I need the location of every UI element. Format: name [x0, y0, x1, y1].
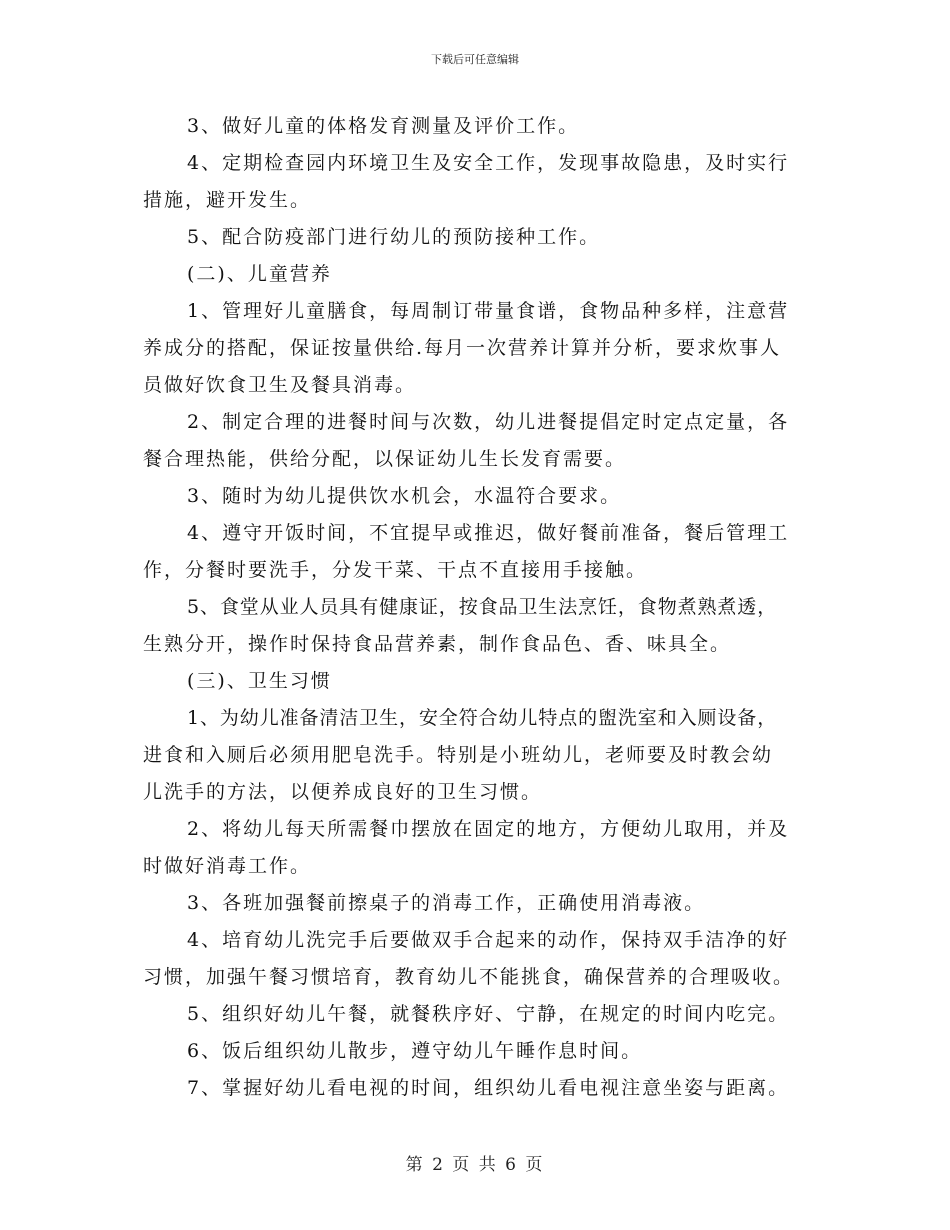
paragraph-line: 1、管理好儿童膳食，每周制订带量食谱，食物品种多样，注意营 — [187, 300, 790, 322]
paragraph-line: 5、食堂从业人员具有健康证，按食品卫生法烹饪，食物煮熟煮透， — [187, 596, 778, 618]
paragraph-line: 习惯，加强午餐习惯培育，教育幼儿不能挑食，确保营养的合理吸收。 — [143, 966, 795, 988]
paragraph-line: 4、培育幼儿洗完手后要做双手合起来的动作，保持双手洁净的好 — [187, 929, 790, 951]
paragraph-line: 员做好饮食卫生及餐具消毒。 — [143, 374, 417, 396]
paragraph-line: 餐合理热能，供给分配，以保证幼儿生长发育需要。 — [143, 448, 627, 470]
document-body — [143, 108, 813, 1107]
section-heading: (三)、卫生习惯 — [187, 670, 332, 692]
paragraph-line: 作，分餐时要洗手，分发干菜、干点不直接用手接触。 — [143, 559, 648, 581]
paragraph-line: 儿洗手的方法，以便养成良好的卫生习惯。 — [143, 781, 543, 803]
paragraph-line: 3、各班加强餐前擦桌子的消毒工作，正确使用消毒液。 — [187, 892, 706, 914]
paragraph-line: 2、制定合理的进餐时间与次数，幼儿进餐提倡定时定点定量，各 — [187, 411, 790, 433]
paragraph-line: 6、饭后组织幼儿散步，遵守幼儿午睡作息时间。 — [187, 1040, 643, 1062]
page-header: 下载后可任意编辑 — [431, 53, 519, 66]
paragraph-line: 进食和入厕后必须用肥皂洗手。特别是小班幼儿，老师要及时教会幼 — [143, 744, 774, 766]
paragraph-line: 5、配合防疫部门进行幼儿的预防接种工作。 — [187, 226, 601, 248]
paragraph-line: 措施，避开发生。 — [143, 189, 312, 211]
paragraph-line: 3、做好儿童的体格发育测量及评价工作。 — [187, 115, 580, 137]
paragraph-line: 养成分的搭配，保证按量供给.每月一次营养计算并分析，要求炊事人 — [143, 337, 782, 359]
page-number-footer: 第 2 页 共 6 页 — [405, 1155, 545, 1175]
paragraph-line: 5、组织好幼儿午餐，就餐秩序好、宁静，在规定的时间内吃完。 — [187, 1003, 790, 1025]
paragraph-line: 时做好消毒工作。 — [143, 855, 312, 877]
paragraph-line: 生熟分开，操作时保持食品营养素，制作食品色、香、味具全。 — [143, 633, 732, 655]
paragraph-line: 2、将幼儿每天所需餐巾摆放在固定的地方，方便幼儿取用，并及 — [187, 818, 790, 840]
section-heading: (二)、儿童营养 — [187, 263, 332, 285]
paragraph-line: 4、遵守开饭时间，不宜提早或推迟，做好餐前准备，餐后管理工 — [187, 522, 790, 544]
paragraph-line: 1、为幼儿准备清洁卫生，安全符合幼儿特点的盥洗室和入厕设备， — [187, 707, 778, 729]
paragraph-line: 4、定期检查园内环境卫生及安全工作，发现事故隐患，及时实行 — [187, 152, 790, 174]
paragraph-line: 7、掌握好幼儿看电视的时间，组织幼儿看电视注意坐姿与距离。 — [187, 1077, 790, 1099]
paragraph-line: 3、随时为幼儿提供饮水机会，水温符合要求。 — [187, 485, 622, 507]
